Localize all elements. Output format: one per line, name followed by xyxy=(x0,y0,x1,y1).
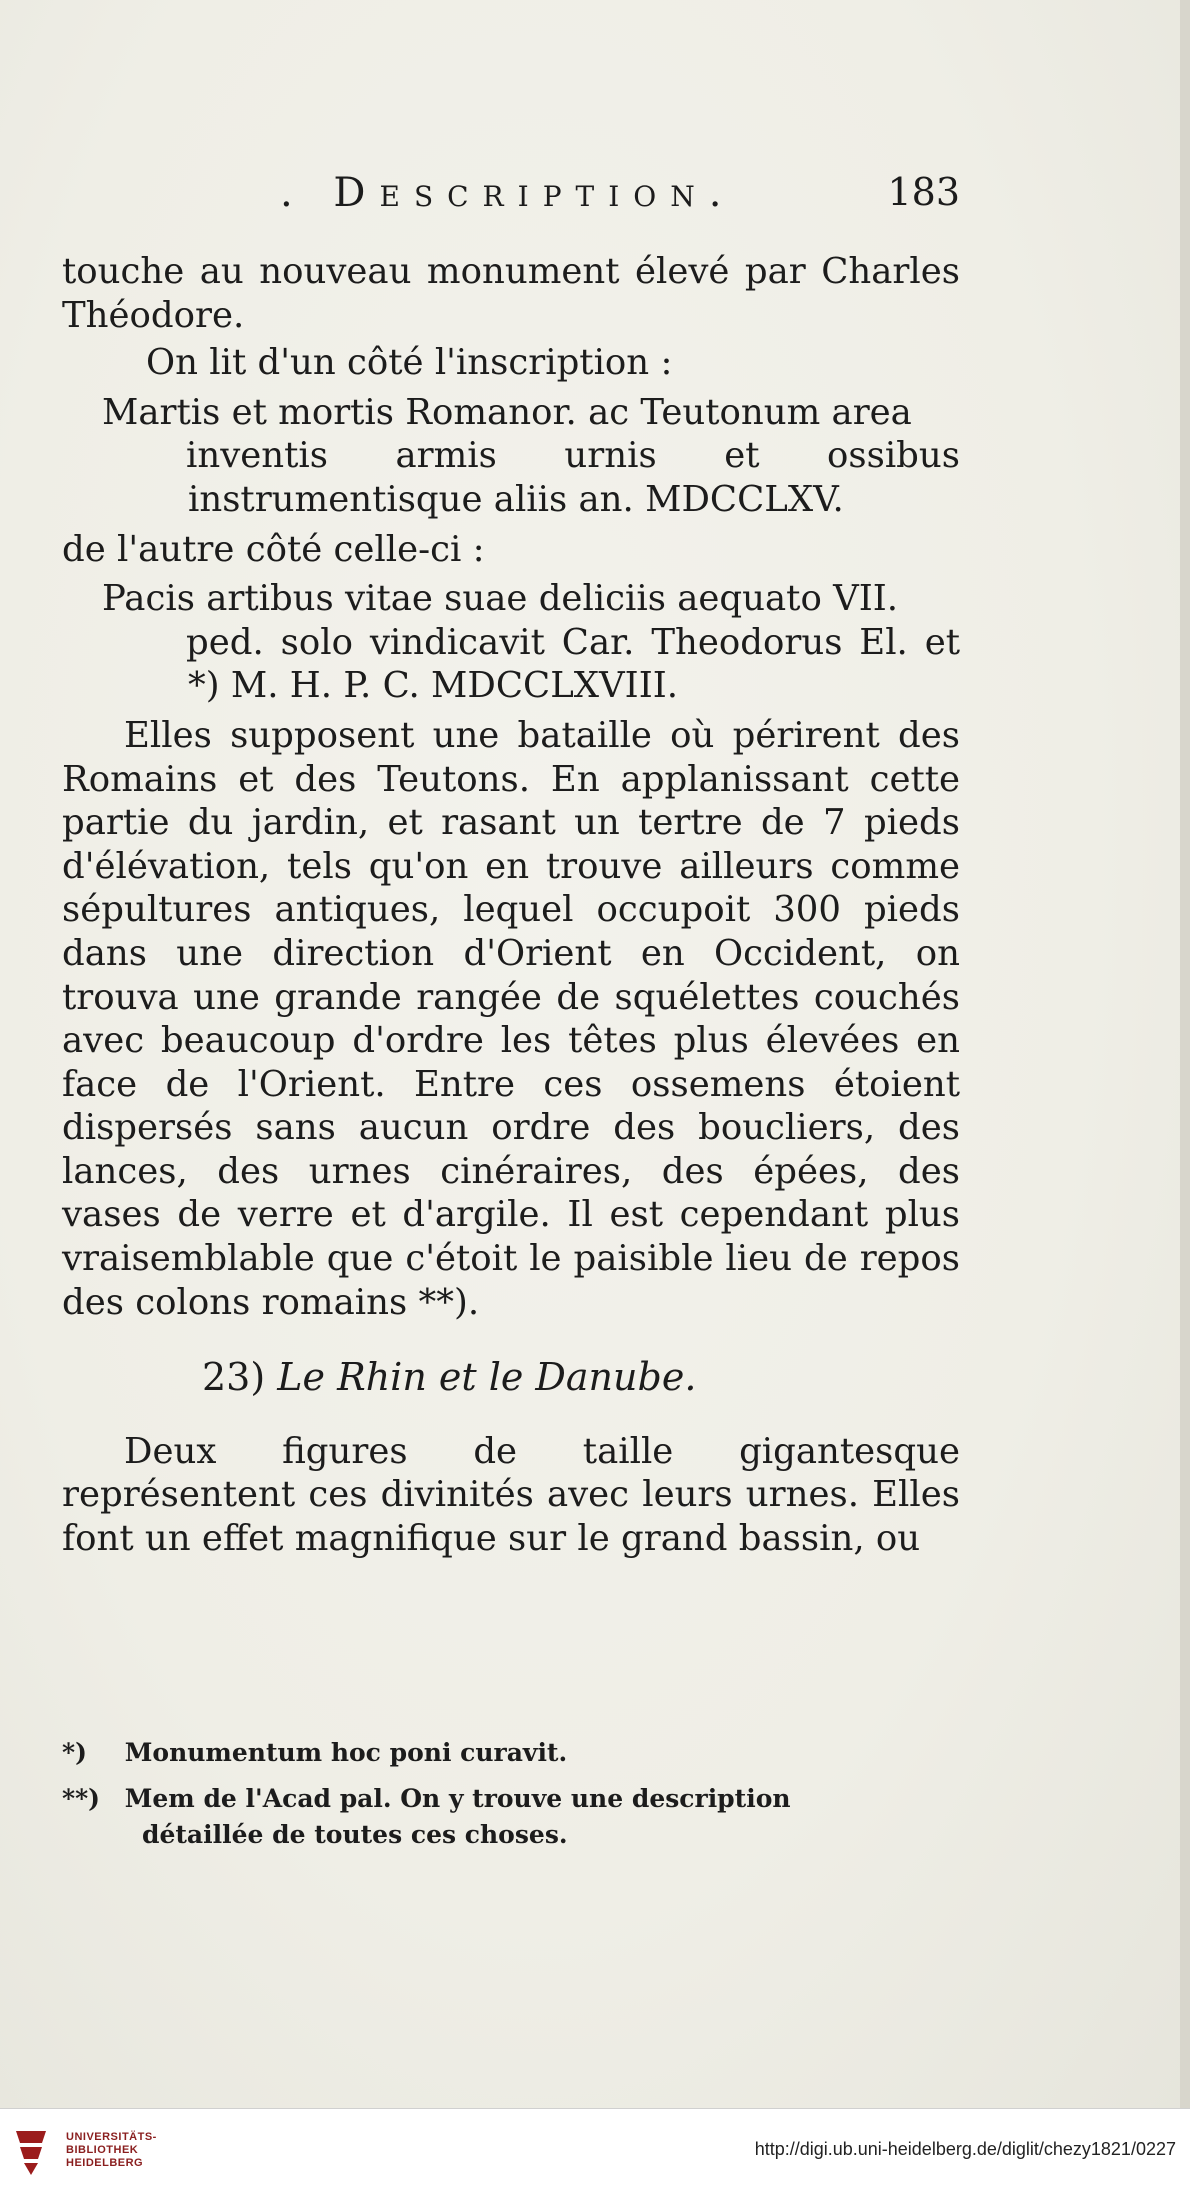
inscription-first xyxy=(104,391,960,522)
section-heading xyxy=(62,1356,960,1400)
footnote-mark: **) xyxy=(62,1784,100,1813)
inscription-line: Martis et mortis Romanor. ac Teutonum area xyxy=(102,391,912,433)
inscription-intro: On lit d'un côté l'inscription : xyxy=(146,342,673,384)
paragraph: Deux figures de taille gigantesque représentent ces divinités avec leurs urnes. Elles font un effet magnifique sur le grand bassin, ou xyxy=(62,1430,960,1560)
running-title: . Description. xyxy=(280,170,736,216)
source-url-link[interactable]: http://digi.ub.uni-heidelberg.de/diglit/chezy1821/0227 xyxy=(754,2139,1176,2159)
viewer-footer xyxy=(0,2108,1190,2193)
inscription-second xyxy=(104,577,960,708)
footnote xyxy=(62,1781,960,1853)
inscription-continuation: inventis armis urnis et ossibus instrumentisque aliis an. MDCCLXV. xyxy=(186,435,960,520)
library-name xyxy=(66,2131,157,2170)
page-number: 183 xyxy=(887,170,960,214)
university-library-logo-icon xyxy=(12,2125,50,2177)
running-header xyxy=(280,170,960,220)
paragraph: touche au nouveau monument élevé par Charles Théodore. xyxy=(62,251,960,336)
paragraph: de l'autre côté celle-ci : xyxy=(62,528,485,570)
footnote-text: Mem de l'Acad pal. On y trouve une description xyxy=(124,1784,791,1813)
section-title: Le Rhin et le Danube. xyxy=(277,1355,697,1400)
footnote-continuation: détaillée de toutes ces choses. xyxy=(142,1820,568,1849)
library-name-line: HEIDELBERG xyxy=(66,2157,144,2169)
section-number: 23) xyxy=(202,1355,266,1400)
footnote-text: Monumentum hoc poni curavit. xyxy=(124,1738,568,1767)
library-name-line: UNIVERSITÄTS- xyxy=(66,2131,157,2143)
footnote xyxy=(62,1735,960,1771)
body-text xyxy=(62,250,960,1561)
footnote-mark: *) xyxy=(62,1738,87,1767)
inscription-line: Pacis artibus vitae suae deliciis aequato VII. xyxy=(102,578,899,620)
paragraph: Elles supposent une bataille où périrent des Romains et des Teutons. En applanissant cette partie du jardin, et rasant un tertre de 7 pieds d'élévation, tels qu'on en trouve ailleurs comme sépultures antiques, lequel occupoit 300 pieds dans une direction d'Orient en Occident, on trouva une grande rangée de squélettes couchés avec beaucoup d'ordre les têtes plus élevées en face de l'Orient. Entre ces ossemens étoient dispersés sans aucun ordre des boucliers, des lances, des urnes cinéraires, des épées, des vases de verre et d'argile. Il est cependant plus vraisemblable que c'étoit le paisible lieu de repos des colons romains **). xyxy=(62,714,960,1323)
inscription-continuation: ped. solo vindicavit Car. Theodorus El. et *) M. H. P. C. MDCCLXVIII. xyxy=(186,621,960,707)
page-edge xyxy=(1180,0,1190,2108)
library-name-line: BIBLIOTHEK xyxy=(66,2144,139,2156)
footnotes xyxy=(62,1735,960,1863)
